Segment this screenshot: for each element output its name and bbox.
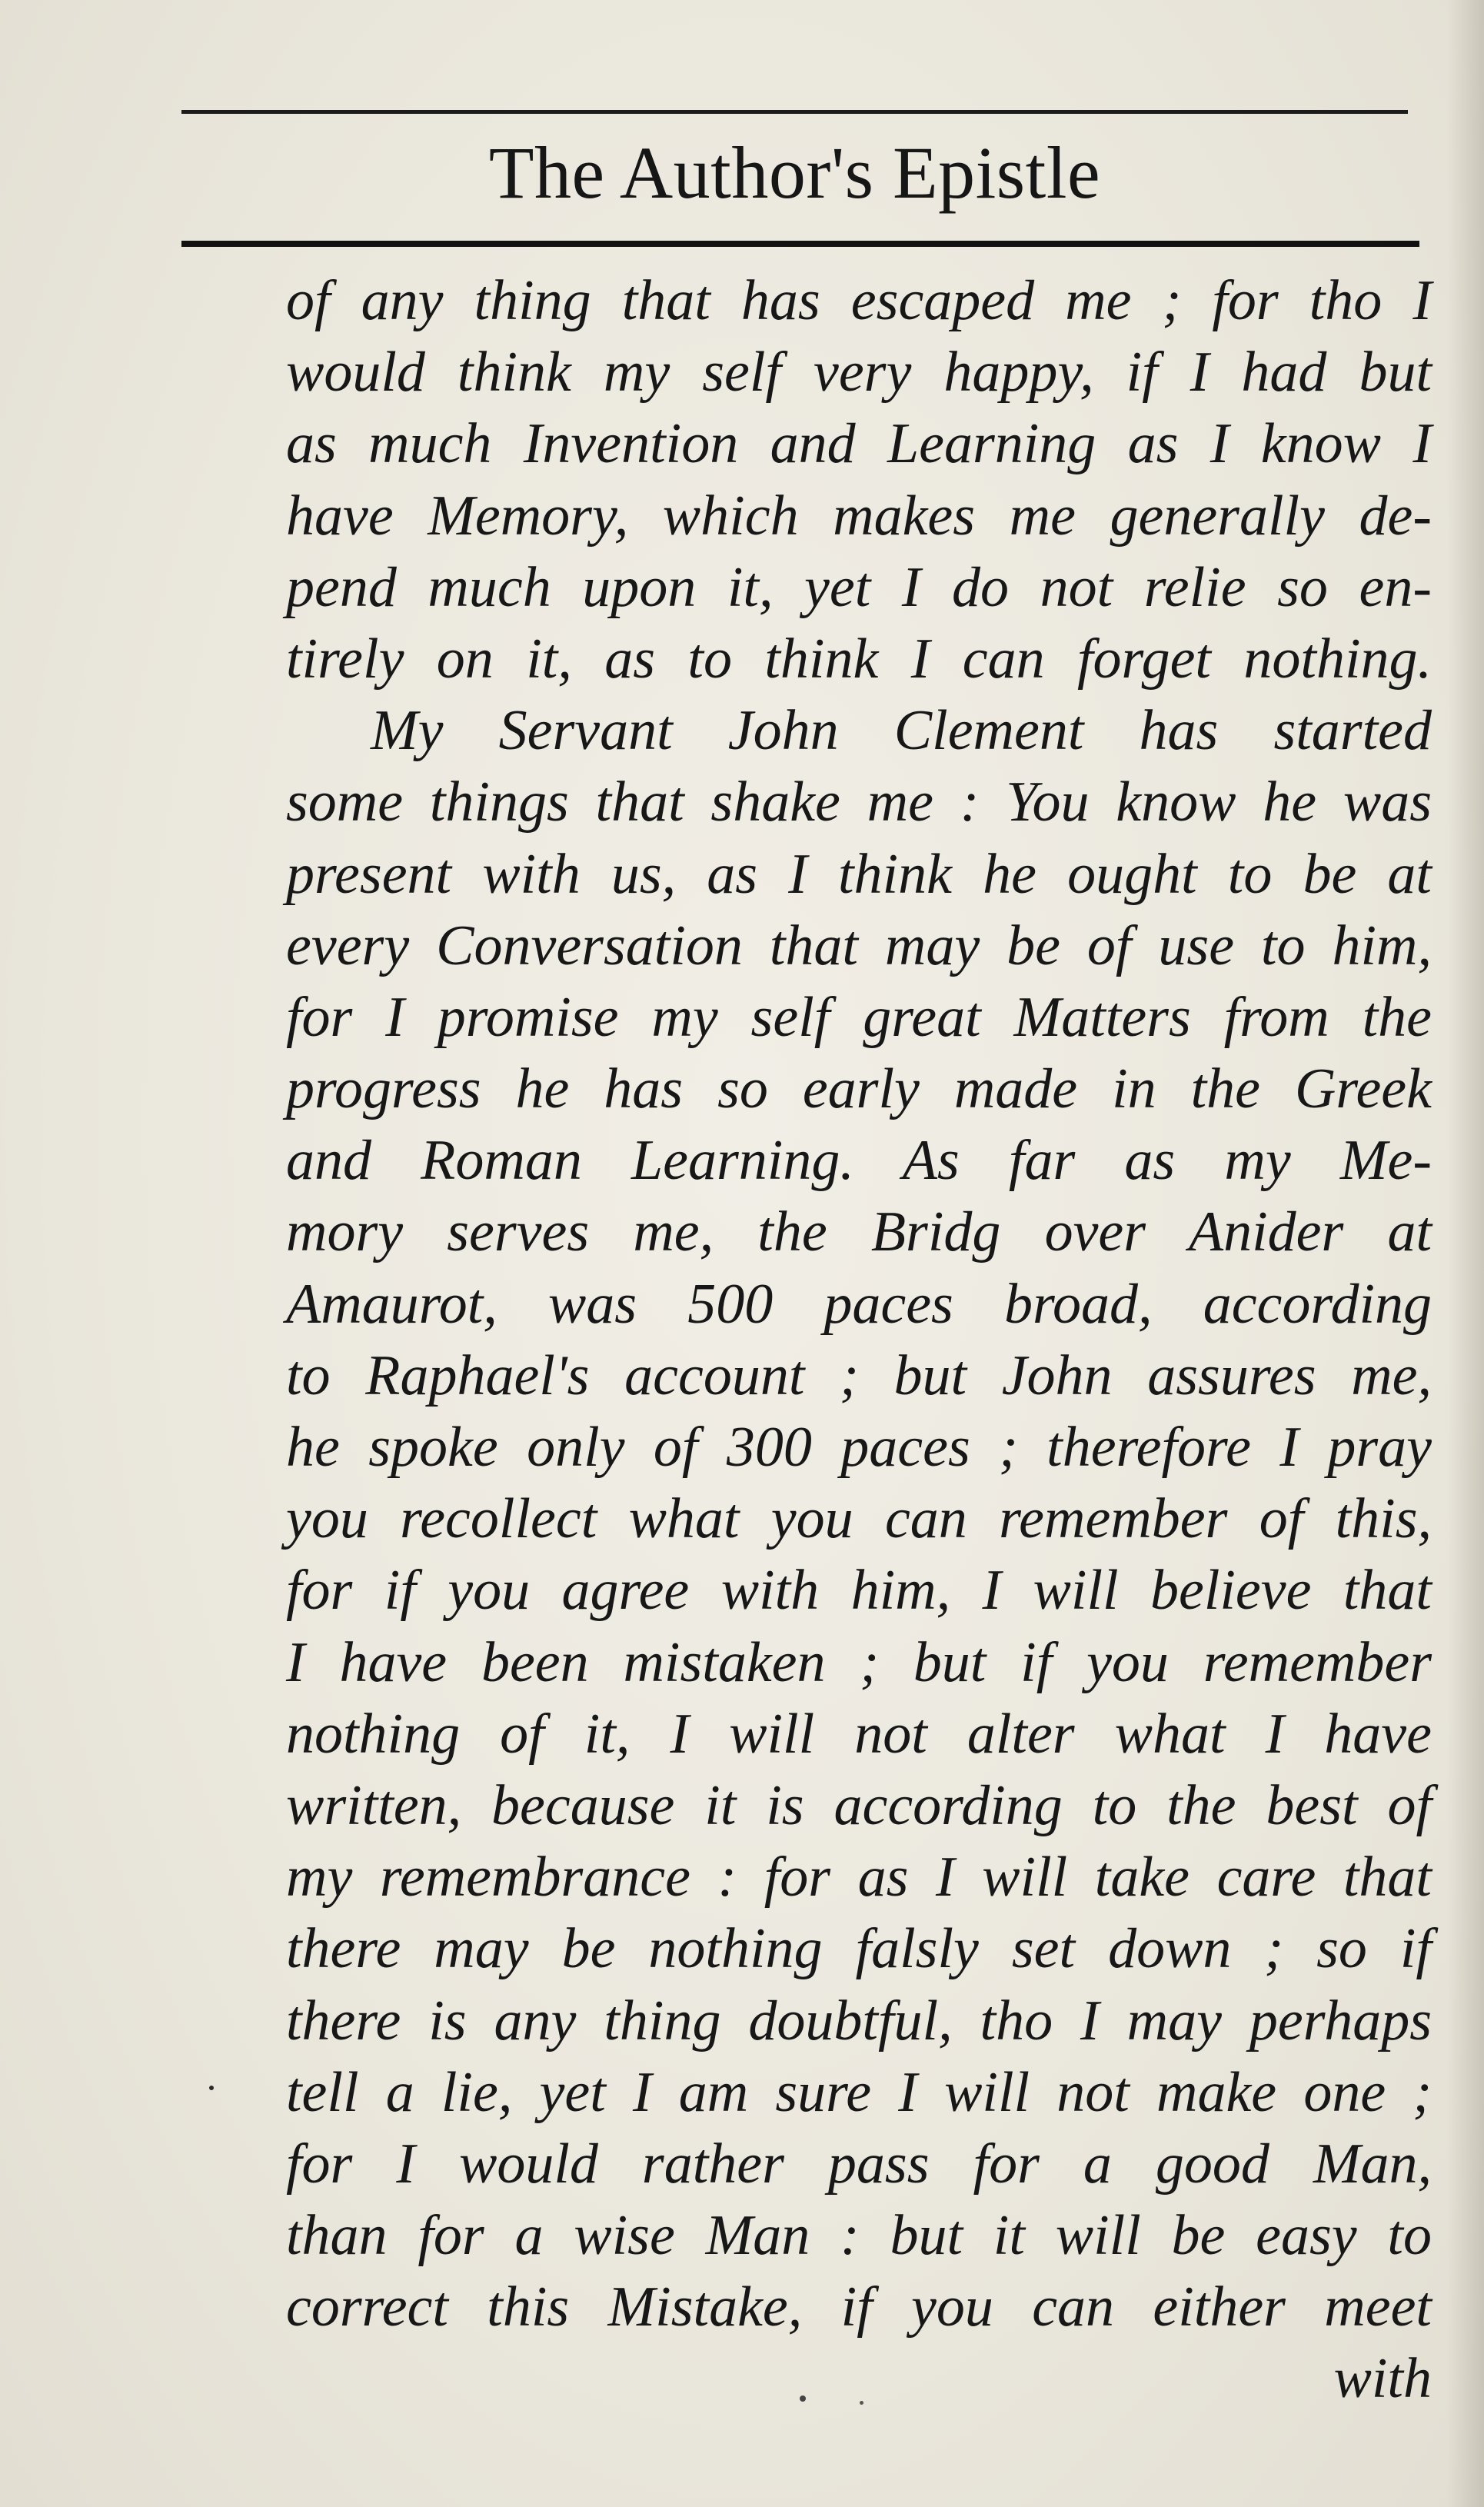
text-line: written, because it is according to the best of [286,1773,1432,1837]
text-line: than for a wise Man : but it will be easy to [286,2204,1432,2268]
text-line: my remembrance : for as I will take care that [286,1846,1432,1909]
text-line: would think my self very happy, if I had but [286,341,1432,405]
text-line: some things that shake me : You know he was [286,771,1432,834]
text-line: to Raphael's account ; but John assures me, [286,1343,1432,1407]
ink-speck [800,2395,806,2402]
header-rule-top [181,110,1408,114]
text-line: mory serves me, the Bridg over Anider at [286,1200,1432,1264]
text-line: there is any thing doubtful, tho I may perhaps [286,1989,1432,2053]
text-line: there may be nothing falsly set down ; so if [286,1917,1432,1981]
text-line: correct this Mistake, if you can either meet [286,2276,1432,2339]
header-rule-bottom [181,241,1419,247]
text-line: Amaurot, was 500 paces broad, according [286,1272,1432,1336]
text-line: for if you agree with him, I will believe that [286,1559,1432,1623]
text-line: tirely on it, as to think I can forget nothing. [286,627,1432,691]
text-line: progress he has so early made in the Greek [286,1057,1432,1121]
text-line: pend much upon it, yet I do not relie so en- [286,555,1432,619]
text-line: of any thing that has escaped me ; for tho I [286,269,1432,332]
text-line: he spoke only of 300 paces ; therefore I pray [286,1416,1432,1479]
ink-speck [860,2401,863,2405]
catchword: with [1333,2347,1432,2411]
page-gutter-shadow [1447,0,1484,2507]
text-line: for I would rather pass for a good Man, [286,2132,1432,2196]
body-text [286,265,1432,2415]
ink-speck [209,2086,214,2090]
paragraph-start-line: My Servant John Clement has started [371,699,1432,763]
running-head: The Author's Epistle [488,132,1101,214]
text-line: and Roman Learning. As far as my Me- [286,1129,1432,1193]
text-line: tell a lie, yet I am sure I will not make one ; [286,2060,1432,2124]
text-line: present with us, as I think he ought to be at [286,842,1432,906]
text-line: every Conversation that may be of use to him, [286,914,1432,977]
text-line: you recollect what you can remember of this, [286,1487,1432,1551]
text-line: for I promise my self great Matters from the [286,985,1432,1049]
text-line: I have been mistaken ; but if you remember [286,1630,1432,1694]
text-line: have Memory, which makes me generally de- [286,484,1432,548]
text-line: as much Invention and Learning as I know I [286,412,1432,476]
text-line: nothing of it, I will not alter what I have [286,1702,1432,1766]
